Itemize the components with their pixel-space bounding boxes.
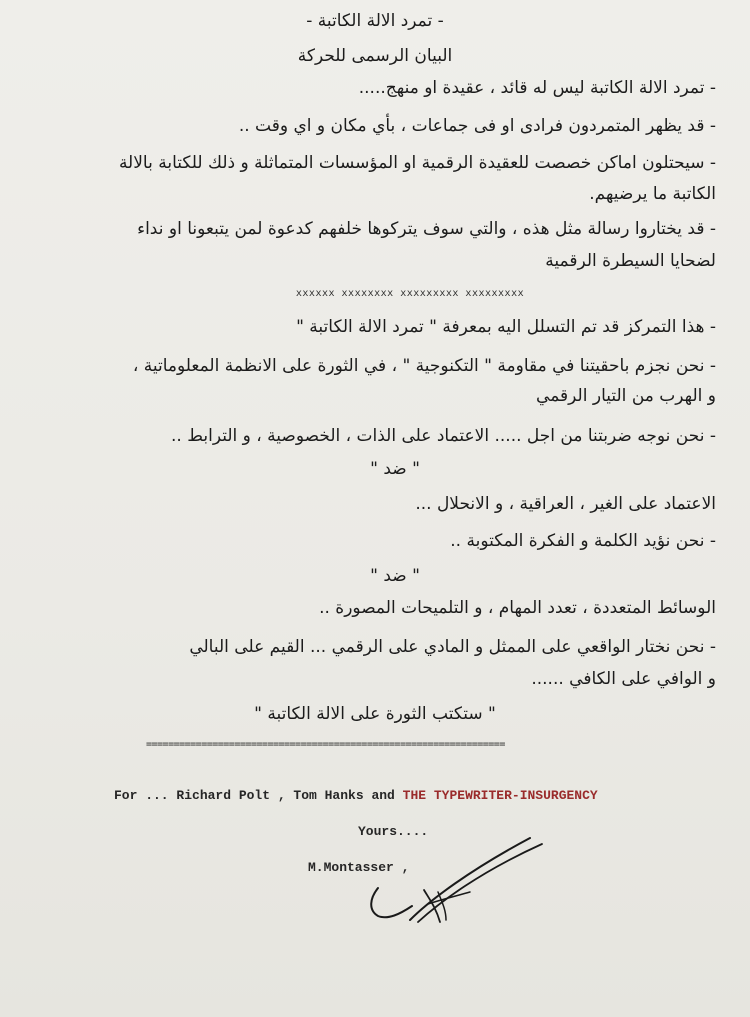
manifesto-title: - تمرد الالة الكاتبة - [306,11,444,31]
paragraph-2: - قد يظهر المتمردون فرادى او فى جماعات ، بأي مكان و اي وقت .. [238,116,716,136]
footer-for-line [114,788,598,803]
paragraph-8-cont: الوسائط المتعددة ، تعدد المهام ، و التلميحات المصورة .. [319,598,716,618]
paragraph-6-cont: و الهرب من التيار الرقمي [536,386,716,406]
paragraph-4: - قد يختاروا رسالة مثل هذه ، والتي سوف يتركوها خلفهم كدعوة لمن يتبعونا او نداء [137,219,716,239]
paragraph-3: - سيحتلون اماكن خصصت للعقيدة الرقمية او المؤسسات المتماثلة و ذلك للكتابة بالالة [118,153,716,173]
closing-quote: " ستكتب الثورة على الالة الكاتبة " [254,704,496,724]
paragraph-6: - نحن نجزم باحقيتنا في مقاومة " التكنوجية " ، في الثورة على الانظمة المعلوماتية ، [132,356,716,376]
double-rule: ================================================================= [146,739,505,750]
paragraph-5: - هذا التمركز قد تم التسلل اليه بمعرفة " تمرد الالة الكاتبة " [296,317,716,337]
separator-line: xxxxxx xxxxxxxx xxxxxxxxx xxxxxxxxx [295,288,525,299]
footer-signer: M.Montasser , [308,860,410,875]
paragraph-3-cont: الكاتبة ما يرضيهم. [589,184,716,204]
paragraph-4-cont: لضحايا السيطرة الرقمية [545,251,716,271]
against-1: " ضد " [370,459,420,479]
paragraph-8: - نحن نؤيد الكلمة و الفكرة المكتوبة .. [450,531,716,551]
paragraph-1: - تمرد الالة الكاتبة ليس له قائد ، عقيدة او منهج..... [358,78,716,98]
footer-closing: Yours.... [358,824,429,839]
paragraph-7-cont: الاعتماد على الغير ، العراقية ، و الانحلال ... [415,494,716,514]
against-2: " ضد " [370,566,420,586]
paragraph-7: - نحن نوجه ضربتنا من اجل ..... الاعتماد على الذات ، الخصوصية ، و الترابط .. [171,426,716,446]
paragraph-9-cont: و الوافي على الكافي ...... [531,669,716,689]
handwritten-signature [360,830,560,930]
footer-for-prefix: For ... Richard Polt , Tom Hanks and [114,788,395,803]
footer-insurgency: THE TYPEWRITER-INSURGENCY [402,788,598,803]
manifesto-subtitle: البيان الرسمى للحركة [297,46,453,66]
paragraph-9: - نحن نختار الواقعي على الممثل و المادي على الرقمي ... القيم على البالي [189,637,716,657]
